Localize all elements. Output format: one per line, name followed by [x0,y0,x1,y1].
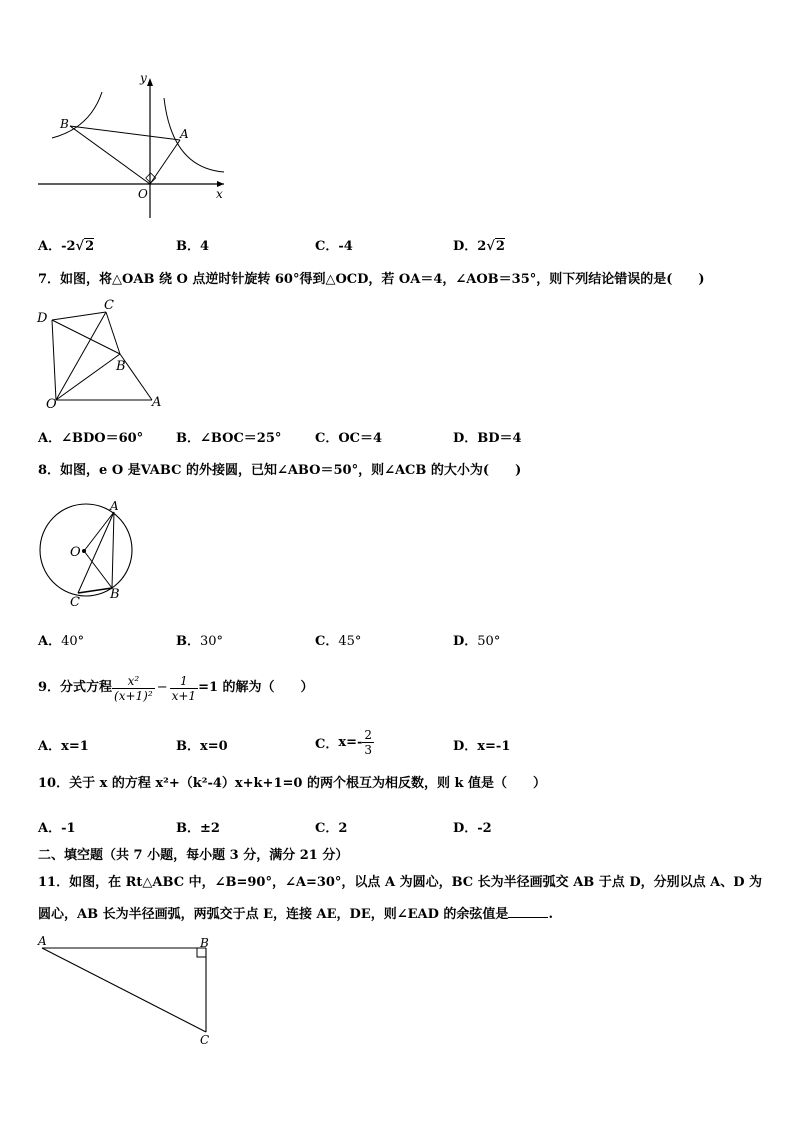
radical-sign: √ [75,239,85,254]
option-letter: D． [453,431,478,446]
y-axis-arrow [147,78,153,86]
option-letter: A． [38,634,62,649]
minus-sign: − [156,680,168,695]
q8-option-a [38,630,84,649]
fraction-numerator: x² [112,674,155,689]
q9-prefix: 9．分式方程 [38,680,113,695]
label-b: B [116,359,126,374]
q8-option-c [315,630,361,649]
option-letter: D． [453,739,478,754]
option-text: ±2 [200,821,220,836]
option-text: x=- [338,734,363,750]
q9-option-a [38,735,89,754]
label-c: C [70,595,80,610]
option-text: -2 [477,821,492,836]
center-point [82,549,86,553]
q11-figure [34,932,216,1048]
option-text: x=1 [61,739,89,754]
option-letter: B． [176,634,200,649]
option-letter: C． [315,821,339,836]
q8-figure [32,496,142,612]
q11-stem-line2 [38,905,553,923]
circumcircle [40,504,132,596]
option-text: OC＝4 [338,431,383,446]
option-letter: C． [315,239,339,254]
q10-option-c [315,817,347,836]
segment-ab [112,512,114,588]
q7-option-a [38,427,143,446]
q6-option-a [38,235,94,254]
q9-stem [38,668,314,708]
q7-option-d [453,427,522,446]
option-letter: C． [315,736,339,752]
q11-line2-end: . [548,907,553,922]
option-text: 45° [338,634,362,649]
option-text: 2 [338,821,348,836]
q10-stem: 10．关于 x 的方程 x²+（k²-4）x+k+1=0 的两个根互为相反数，则 k 值是（ ） [38,776,547,791]
option-text: -4 [338,239,353,254]
segment-do [52,320,56,400]
q9-option-c [315,724,374,760]
option-fraction [362,728,374,757]
option-text: 40° [61,634,85,649]
q6-option-c [315,235,353,254]
option-text: ∠BOC＝25° [200,431,282,446]
q9-option-d [453,735,510,754]
q10-option-a [38,817,76,836]
q10-option-d [453,817,492,836]
q6-option-b [176,235,209,254]
option-text: -2 [61,239,76,254]
q7-option-c [315,427,382,446]
q8-stem: 8．如图，e O 是VABC 的外接圆，已知∠ABO＝50°，则∠ACB 的大小为( ) [38,463,522,478]
option-letter: B． [176,821,200,836]
option-letter: B． [176,431,200,446]
hyperbola-right-branch [164,98,224,172]
option-text: x=0 [200,739,228,754]
option-letter: B． [176,739,200,754]
label-d: D [37,311,48,326]
q6-option-d [453,235,505,254]
option-letter: A． [38,431,62,446]
q6-figure [30,68,230,228]
radical-sign: √ [486,239,495,254]
segment-dc [52,312,106,320]
segment-db [52,320,120,354]
radicand: 2 [495,239,505,254]
option-text: -1 [61,821,76,836]
option-letter: B． [176,239,200,254]
segment-ob [56,354,120,400]
section-heading: 二、填空题（共 7 小题，每小题 3 分，满分 21 分） [38,848,349,863]
fraction-denominator: (x+1)² [114,688,153,703]
q7-option-b [176,427,281,446]
label-a: A [180,127,189,141]
fraction-denominator: x+1 [171,688,197,703]
q10-option-b [176,817,220,836]
label-x: x [216,187,223,201]
q9-suffix: =1 的解为（ ） [198,680,314,695]
option-text: 30° [200,634,224,649]
label-c: C [104,298,114,313]
fraction-numerator: 2 [364,727,373,742]
label-b: B [200,936,209,950]
q8-option-b [176,630,223,649]
radicand: 2 [85,239,95,254]
label-y: y [140,71,147,85]
option-letter: C． [315,634,339,649]
option-text: 50° [477,634,501,649]
label-b: B [60,117,69,131]
option-letter: A． [38,821,62,836]
q11-line2-text: 圆心，AB 长为半径画弧，两弧交于点 E，连接 AE，DE，则∠EAD 的余弦值是 [38,907,509,922]
option-letter: A． [38,239,62,254]
option-text: 4 [200,239,210,254]
label-o: O [138,187,148,201]
segment-ac [42,948,206,1032]
label-b: B [110,587,120,602]
label-a: A [38,934,47,948]
option-letter: A． [38,739,62,754]
label-c: C [200,1033,210,1047]
fraction-numerator: 1 [170,674,198,689]
label-a: A [110,499,119,513]
option-text: 2 [477,239,487,254]
q9-option-b [176,735,228,754]
label-o: O [46,397,57,410]
option-text: x=-1 [477,739,511,754]
option-letter: D． [453,634,478,649]
q9-fraction-2 [170,674,198,703]
option-text: BD＝4 [477,431,522,446]
option-text: ∠BDO＝60° [61,431,144,446]
option-letter: C． [315,431,339,446]
q7-figure [34,298,166,410]
label-a: A [152,395,162,410]
q7-stem: 7．如图，将△OAB 绕 O 点逆时针旋转 60°得到△OCD，若 OA＝4，∠AOB＝35°，则下列结论错误的是( ) [38,272,705,287]
option-letter: D． [453,239,478,254]
answer-blank [508,905,548,918]
option-letter: D． [453,821,478,836]
q11-stem-line1: 11．如图，在 Rt△ABC 中，∠B=90°，∠A=30°，以点 A 为圆心，BC 长为半径画弧交 AB 于点 D，分别以点 A、D 为 [38,875,763,890]
q8-option-d [453,630,500,649]
fraction-denominator: 3 [364,742,373,757]
label-o: O [70,545,81,560]
q9-fraction-1 [112,674,155,703]
